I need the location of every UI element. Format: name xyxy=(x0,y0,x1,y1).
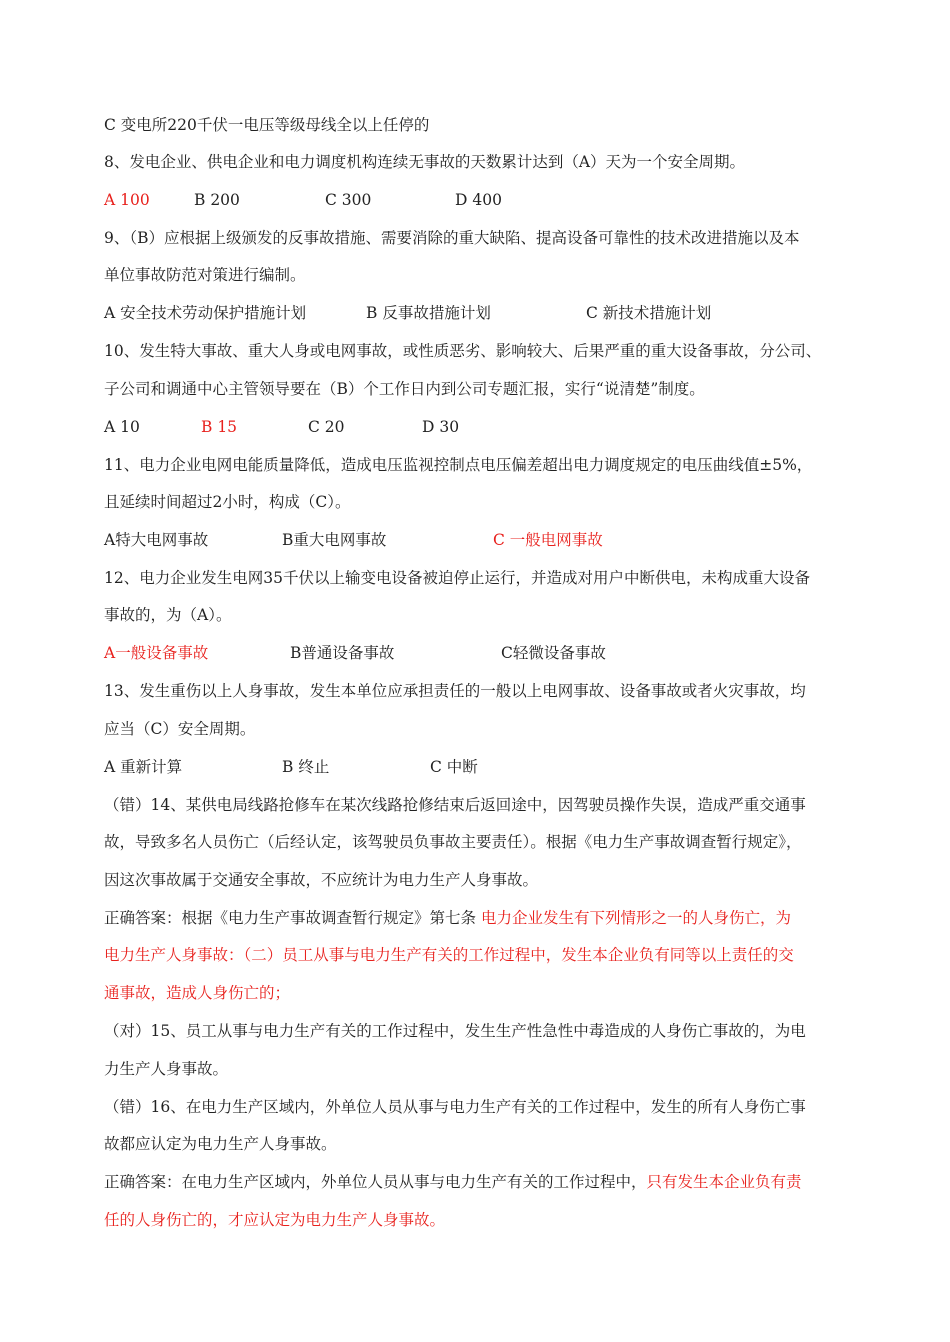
question-14-line-3: 因这次事故属于交通安全事故，不应统计为电力生产人身事故。 xyxy=(104,871,539,889)
option-a: A 安全技术劳动保护措施计划 xyxy=(104,304,307,322)
question-10-options xyxy=(104,416,459,438)
answer-prefix: 正确答案：在电力生产区域内，外单位人员从事与电力生产有关的工作过程中， xyxy=(104,1173,647,1191)
option-c: C 中断 xyxy=(430,758,478,776)
question-10-line-2: 子公司和调通中心主管领导要在（B）个工作日内到公司专题汇报，实行“说清楚”制度。 xyxy=(104,380,705,398)
answer-prefix: 正确答案：根据《电力生产事故调查暂行规定》第七条 xyxy=(104,909,481,927)
option-a: A一般设备事故 xyxy=(104,644,209,662)
question-9-options xyxy=(104,302,711,324)
question-14-line-2: 故，导致多名人员伤亡（后经认定，该驾驶员负事故主要责任）。根据《电力生产事故调查暂行规定》， xyxy=(104,833,802,851)
answer-14-line-3: 通事故，造成人身伤亡的； xyxy=(104,984,291,1002)
option-c: C 300 xyxy=(325,191,372,209)
option-b: B 反事故措施计划 xyxy=(366,304,491,322)
option-c: C 一般电网事故 xyxy=(493,531,603,549)
option-b: B 200 xyxy=(194,191,240,209)
answer-14-line-2: 电力生产人身事故：（二）员工从事与电力生产有关的工作过程中，发生本企业负有同等以上责任的交 xyxy=(104,946,794,964)
question-8: 8、发电企业、供电企业和电力调度机构连续无事故的天数累计达到（A）天为一个安全周期。 xyxy=(104,153,746,171)
option-a: A 100 xyxy=(104,191,150,209)
option-c: C 新技术措施计划 xyxy=(586,304,712,322)
option-b: B 终止 xyxy=(282,758,330,776)
option-d: D 30 xyxy=(422,418,460,436)
option-c: C轻微设备事故 xyxy=(501,644,606,662)
answer-highlight: 电力企业发生有下列情形之一的人身伤亡，为 xyxy=(480,909,791,927)
option-a: A 重新计算 xyxy=(104,758,183,776)
question-11-line-1: 11、电力企业电网电能质量降低，造成电压监视控制点电压偏差超出电力调度规定的电压曲线值±5%， xyxy=(104,456,813,474)
option-b: B 15 xyxy=(201,418,238,436)
question-13-options xyxy=(104,756,478,778)
question-13-line-1: 13、发生重伤以上人身事故，发生本单位应承担责任的一般以上电网事故、设备事故或者火灾事故，均 xyxy=(104,682,806,700)
question-8-options xyxy=(104,189,502,211)
answer-16-line-2: 任的人身伤亡的，才应认定为电力生产人身事故。 xyxy=(104,1211,446,1229)
option-b: B重大电网事故 xyxy=(282,531,387,549)
question-14-line-1: （错）14、某供电局线路抢修车在某次线路抢修结束后返回途中，因驾驶员操作失误，造成严重交通事 xyxy=(104,796,806,814)
answer-14-line-1 xyxy=(104,907,791,929)
answer-highlight: 只有发生本企业负有责 xyxy=(646,1173,802,1191)
option-d: D 400 xyxy=(455,191,502,209)
question-15-line-1: （对）15、员工从事与电力生产有关的工作过程中，发生生产性急性中毒造成的人身伤亡事故的，为电 xyxy=(104,1022,806,1040)
question-15-line-2: 力生产人身事故。 xyxy=(104,1060,229,1078)
option-a: A特大电网事故 xyxy=(104,531,209,549)
question-12-line-2: 事故的，为（A）。 xyxy=(104,606,232,624)
question-12-line-1: 12、电力企业发生电网35千伏以上输变电设备被迫停止运行，并造成对用户中断供电，未构成重大设备 xyxy=(104,569,810,587)
question-11-line-2: 且延续时间超过2小时，构成（C）。 xyxy=(104,493,351,511)
option-a: A 10 xyxy=(104,418,140,436)
question-16-line-1: （错）16、在电力生产区域内，外单位人员从事与电力生产有关的工作过程中，发生的所有人身伤亡事 xyxy=(104,1098,806,1116)
question-9-line-1: 9、（B）应根据上级颁发的反事故措施、需要消除的重大缺陷、提高设备可靠性的技术改进措施以及本 xyxy=(104,229,800,247)
option-line-c: C 变电所220千伏一电压等级母线全以上任停的 xyxy=(104,116,430,134)
option-c: C 20 xyxy=(308,418,345,436)
question-16-line-2: 故都应认定为电力生产人身事故。 xyxy=(104,1135,337,1153)
question-11-options xyxy=(104,529,603,551)
question-10-line-1: 10、发生特大事故、重大人身或电网事故，或性质恶劣、影响较大、后果严重的重大设备事故，分公司、 xyxy=(104,342,822,360)
question-9-line-2: 单位事故防范对策进行编制。 xyxy=(104,266,306,284)
question-13-line-2: 应当（C）安全周期。 xyxy=(104,720,256,738)
answer-16-line-1 xyxy=(104,1171,802,1193)
option-b: B普通设备事故 xyxy=(290,644,395,662)
question-12-options xyxy=(104,642,606,664)
